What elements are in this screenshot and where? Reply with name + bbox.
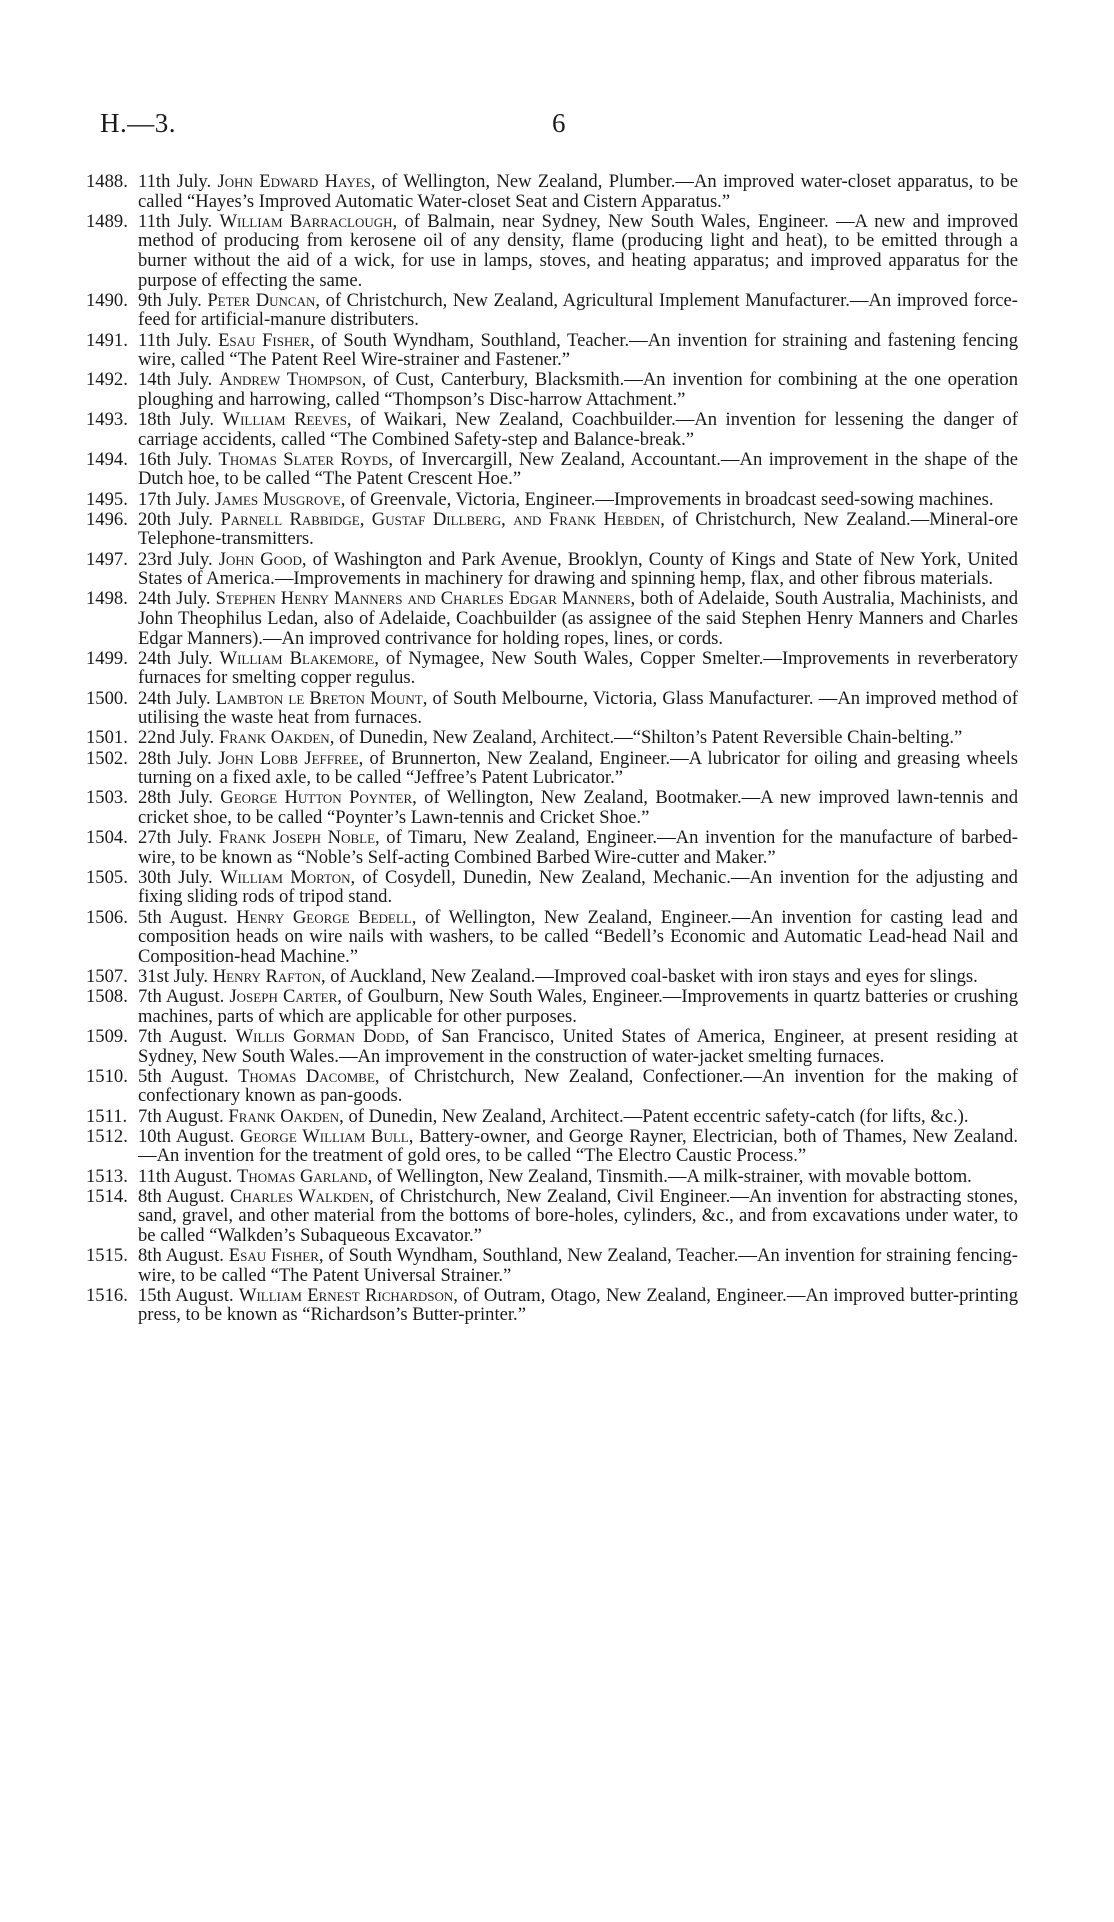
patent-entry — [88, 1246, 1018, 1285]
entry-number: 1491. — [86, 329, 128, 351]
patent-entry — [88, 1027, 1018, 1066]
entry-number: 1494. — [86, 448, 128, 470]
patent-entry — [88, 291, 1018, 330]
entry-description: , of Auckland, New Zealand.—Improved coal-basket with iron stays and eyes for slings. — [321, 966, 978, 988]
entry-description: , Battery-owner, and George Rayner, Electrician, both of Thames, New Zealand.—An invention for the treatment of gold ores, to be called “The Electro Caustic Process.” — [138, 1125, 1018, 1167]
entry-date: 8th August. — [138, 1185, 225, 1207]
patent-entry — [88, 1187, 1018, 1246]
entry-applicant: John Lobb Jeffree — [218, 747, 359, 769]
patent-entry — [88, 212, 1018, 290]
entry-applicant: Stephen Henry Manners and Charles Edgar Manners — [215, 588, 631, 610]
entry-date: 14th July. — [138, 369, 213, 391]
entry-date: 10th August. — [138, 1125, 235, 1147]
patent-entry — [88, 490, 1018, 510]
entry-applicant: John Edward Hayes — [217, 171, 371, 192]
patent-entry — [88, 1167, 1018, 1187]
entry-applicant: Peter Duncan — [207, 289, 316, 311]
entry-number: 1488. — [86, 171, 128, 192]
entry-description: , of Cust, Canterbury, Blacksmith.—An invention for combining at the one operation ploughing and harrowing, called “Thompson’s Disc-harrow Attachment.” — [138, 369, 1019, 410]
entry-date: 30th July. — [138, 866, 213, 888]
entry-applicant: Henry Rafton — [212, 966, 321, 988]
entry-date: 28th July. — [138, 747, 212, 769]
entry-applicant: Esau Fisher — [218, 329, 310, 351]
entry-date: 20th July. — [138, 508, 213, 530]
entry-description: , of Christchurch, New Zealand, Civil Engineer.—An invention for abstracting stones, sand, gravel, and other material from the bottoms of bore-holes, cylinders, &c., and from excavations under water, to be called “Walkden’s Subaqueous Excavator.” — [138, 1185, 1018, 1246]
entry-number: 1511. — [86, 1105, 128, 1127]
entry-date: 15th August. — [138, 1284, 234, 1306]
patent-entry — [88, 1107, 1018, 1127]
entry-date: 7th August. — [138, 1105, 224, 1127]
entry-number: 1509. — [86, 1026, 128, 1047]
entry-date: 9th July. — [138, 289, 202, 311]
entry-description: , of Wellington, New Zealand, Engineer.—An invention for casting lead and composition heads on wire nails with washers, to be called “Bedell’s Economic and Automatic Lead-head Nail and Composition-head Machine.” — [138, 906, 1018, 967]
entry-description: , of Christchurch, New Zealand.—Mineral-ore Telephone-transmitters. — [138, 508, 1018, 550]
entry-date: 16th July. — [138, 448, 212, 470]
entry-date: 18th July. — [138, 409, 215, 431]
entry-date: 5th August. — [138, 906, 228, 928]
entry-date: 27th July. — [138, 827, 213, 849]
patent-entry — [88, 370, 1018, 409]
entry-description: , of Goulburn, New South Wales, Engineer.—Improvements in quartz batteries or crushing machines, parts of which are applicable for other purposes. — [138, 986, 1018, 1027]
entry-date: 11th July. — [138, 171, 212, 192]
entry-number: 1498. — [86, 588, 128, 610]
document-id: H.—3. — [100, 108, 176, 138]
entry-number: 1497. — [86, 548, 128, 570]
patent-entry — [88, 331, 1018, 370]
entry-date: 11th July. — [138, 329, 212, 351]
entry-description: , both of Adelaide, South Australia, Machinists, and John Theophilus Ledan, also of Adelaide, Coachbuilder (as assignee of the said Stephen Henry Manners and Charles Edgar Manners).—An improved contrivance for holding ropes, lines, or cords. — [138, 588, 1018, 649]
entry-number: 1503. — [86, 787, 128, 809]
entry-description: , of Greenvale, Victoria, Engineer.—Improvements in broadcast seed-sowing machines. — [340, 488, 994, 510]
entry-number: 1516. — [86, 1284, 128, 1306]
entry-date: 24th July. — [138, 687, 211, 709]
entry-date: 7th August. — [138, 986, 225, 1008]
patent-entry — [88, 550, 1018, 589]
entry-applicant: Thomas Dacombe — [238, 1065, 375, 1087]
entry-applicant: Frank Oakden — [228, 1105, 340, 1127]
patent-entry — [88, 868, 1018, 907]
patent-entry — [88, 510, 1018, 549]
entry-description: , of Nymagee, New South Wales, Copper Smelter.—Improvements in reverberatory furnaces for smelting copper regulus. — [138, 647, 1018, 689]
entry-number: 1512. — [86, 1125, 128, 1147]
entry-description: , of Dunedin, New Zealand, Architect.—“Shilton’s Patent Reversible Chain-belting.” — [329, 727, 963, 749]
entry-applicant: Lambton le Breton Mount — [215, 687, 423, 709]
entry-description: , of Balmain, near Sydney, New South Wales, Engineer. —A new and improved method of producing from kerosene oil of any density, flame (producing light and heat), to be emitted through a burner without the aid of a wick, for use in lamps, stoves, and heating apparatus; and improved apparatus for the purpose of effecting the same. — [138, 210, 1018, 291]
patent-entry — [88, 967, 1018, 987]
patent-entry — [88, 987, 1018, 1026]
patent-entry — [88, 689, 1018, 728]
entry-date: 22nd July. — [138, 727, 215, 749]
entry-applicant: William Blakemore — [219, 647, 375, 669]
entry-number: 1493. — [86, 409, 128, 431]
entry-date: 17th July. — [138, 488, 211, 510]
entry-applicant: Parnell Rabbidge, Gustaf Dillberg, and Frank Hebden — [220, 508, 661, 530]
entry-applicant: George William Bull — [240, 1125, 409, 1147]
entry-date: 11th July. — [138, 210, 213, 232]
entry-description: , of Christchurch, New Zealand, Agricultural Implement Manufacturer.—An improved force-feed for artificial-manure distributers. — [138, 289, 1018, 331]
entry-applicant: George Hutton Poynter — [220, 787, 413, 809]
entry-description: , of Outram, Otago, New Zealand, Engineer.—An improved butter-printing press, to be known as “Richardson’s Butter-printer.” — [138, 1284, 1018, 1326]
entry-description: , of Timaru, New Zealand, Engineer.—An invention for the manufacture of barbed-wire, to be known as “Noble’s Self-acting Combined Barbed Wire-cutter and Maker.” — [138, 827, 1018, 868]
entry-applicant: William Morton — [219, 866, 351, 888]
entry-description: , of Dunedin, New Zealand, Architect.—Patent eccentric safety-catch (for lifts, &c.). — [339, 1105, 969, 1127]
entry-description: , of Christchurch, New Zealand, Confectioner.—An invention for the making of confectionary known as pan-goods. — [138, 1065, 1018, 1107]
entry-number: 1502. — [86, 747, 128, 769]
entry-date: 23rd July. — [138, 548, 213, 570]
entry-description: , of Cosydell, Dunedin, New Zealand, Mechanic.—An invention for the adjusting and fixing sliding rods of tripod stand. — [138, 866, 1018, 908]
page-number: 6 — [552, 108, 566, 138]
entry-number: 1492. — [86, 369, 128, 391]
entry-description: , of South Wyndham, Southland, New Zealand, Teacher.—An invention for straining fencing-wire, to be called “The Patent Universal Strainer.” — [138, 1245, 1018, 1286]
entry-number: 1510. — [86, 1065, 128, 1087]
entry-description: , of Invercargill, New Zealand, Accountant.—An improvement in the shape of the Dutch hoe, to be called “The Patent Crescent Hoe.” — [138, 448, 1019, 490]
entry-number: 1506. — [86, 906, 128, 928]
entry-date: 7th August. — [138, 1026, 228, 1047]
entry-applicant: Willis Gorman Dodd — [235, 1026, 405, 1047]
entry-applicant: John Good — [218, 548, 302, 570]
entry-date: 5th August. — [138, 1065, 229, 1087]
entry-applicant: William Ernest Richardson — [238, 1284, 454, 1306]
entry-applicant: James Musgrove — [214, 488, 341, 510]
patent-entry — [88, 649, 1018, 688]
entry-date: 31st July. — [138, 966, 209, 988]
patent-entry-list — [88, 172, 1018, 1325]
entry-description: , of Wellington, New Zealand, Tinsmith.—A milk-strainer, with movable bottom. — [367, 1165, 972, 1187]
entry-description: , of San Francisco, United States of America, Engineer, at present residing at Sydney, New South Wales.—An improvement in the construction of water-jacket smelting furnaces. — [138, 1026, 1018, 1067]
entry-number: 1515. — [86, 1245, 128, 1267]
entry-applicant: Frank Joseph Noble — [218, 827, 376, 849]
entry-number: 1508. — [86, 986, 128, 1008]
entry-date: 28th July. — [138, 787, 213, 809]
entry-number: 1501. — [86, 727, 128, 749]
patent-entry — [88, 788, 1018, 827]
entry-description: , of Washington and Park Avenue, Brooklyn, County of Kings and State of New York, United States of America.—Improvements in machinery for drawing and spinning hemp, flax, and other fibrous materials. — [138, 548, 1018, 590]
entry-description: , of Brunnerton, New Zealand, Engineer.—A lubricator for oiling and greasing wheels turning on a fixed axle, to be called “Jeffree’s Patent Lubricator.” — [138, 747, 1018, 789]
entry-description: , of Wellington, New Zealand, Bootmaker.—A new improved lawn-tennis and cricket shoe, to be called “Poynter’s Lawn-tennis and Cricket Shoe.” — [138, 787, 1018, 828]
entry-applicant: Thomas Slater Royds — [218, 448, 389, 470]
patent-entry — [88, 728, 1018, 748]
entry-applicant: Thomas Garland — [237, 1165, 368, 1187]
patent-entry — [88, 450, 1018, 489]
page-header — [88, 108, 1018, 148]
patent-entry — [88, 749, 1018, 788]
entry-applicant: Andrew Thompson — [219, 369, 362, 391]
patent-entry — [88, 410, 1018, 449]
entry-applicant: Henry George Bedell — [236, 906, 412, 928]
patent-entry — [88, 589, 1018, 648]
entry-applicant: Esau Fisher — [228, 1245, 319, 1267]
entry-number: 1496. — [86, 508, 128, 530]
entry-applicant: Charles Walkden — [230, 1185, 370, 1207]
entry-applicant: William Barraclough — [219, 210, 393, 232]
patent-entry — [88, 1286, 1018, 1325]
entry-number: 1490. — [86, 289, 128, 311]
entry-number: 1500. — [86, 687, 128, 709]
entry-number: 1489. — [86, 210, 128, 232]
entry-date: 8th August. — [138, 1245, 224, 1267]
entry-number: 1504. — [86, 827, 128, 849]
entry-date: 24th July. — [138, 647, 213, 669]
entry-description: , of Waikari, New Zealand, Coachbuilder.—An invention for lessening the danger of carriage accidents, called “The Combined Safety-step and Balance-break.” — [138, 409, 1018, 450]
patent-entry — [88, 908, 1018, 967]
entry-applicant: William Reeves — [222, 409, 347, 431]
patent-entry — [88, 172, 1018, 211]
entry-description: , of Wellington, New Zealand, Plumber.—An improved water-closet apparatus, to be called “Hayes’s Improved Automatic Water-closet Seat and Cistern Apparatus.” — [138, 171, 1019, 212]
entry-number: 1507. — [86, 966, 128, 988]
entry-number: 1499. — [86, 647, 128, 669]
entry-date: 24th July. — [138, 588, 211, 610]
entry-number: 1514. — [86, 1185, 128, 1207]
patent-entry — [88, 828, 1018, 867]
entry-description: , of South Melbourne, Victoria, Glass Manufacturer. —An improved method of utilising the waste heat from furnaces. — [138, 687, 1019, 729]
entry-applicant: Joseph Carter — [229, 986, 338, 1008]
entry-number: 1495. — [86, 488, 128, 510]
entry-description: , of South Wyndham, Southland, Teacher.—An invention for straining and fastening fencing wire, called “The Patent Reel Wire-strainer and Fastener.” — [138, 329, 1019, 371]
entry-number: 1505. — [86, 866, 128, 888]
patent-entry — [88, 1067, 1018, 1106]
entry-date: 11th August. — [138, 1165, 233, 1187]
entry-number: 1513. — [86, 1165, 128, 1187]
entry-applicant: Frank Oakden — [218, 727, 330, 749]
patent-entry — [88, 1127, 1018, 1166]
